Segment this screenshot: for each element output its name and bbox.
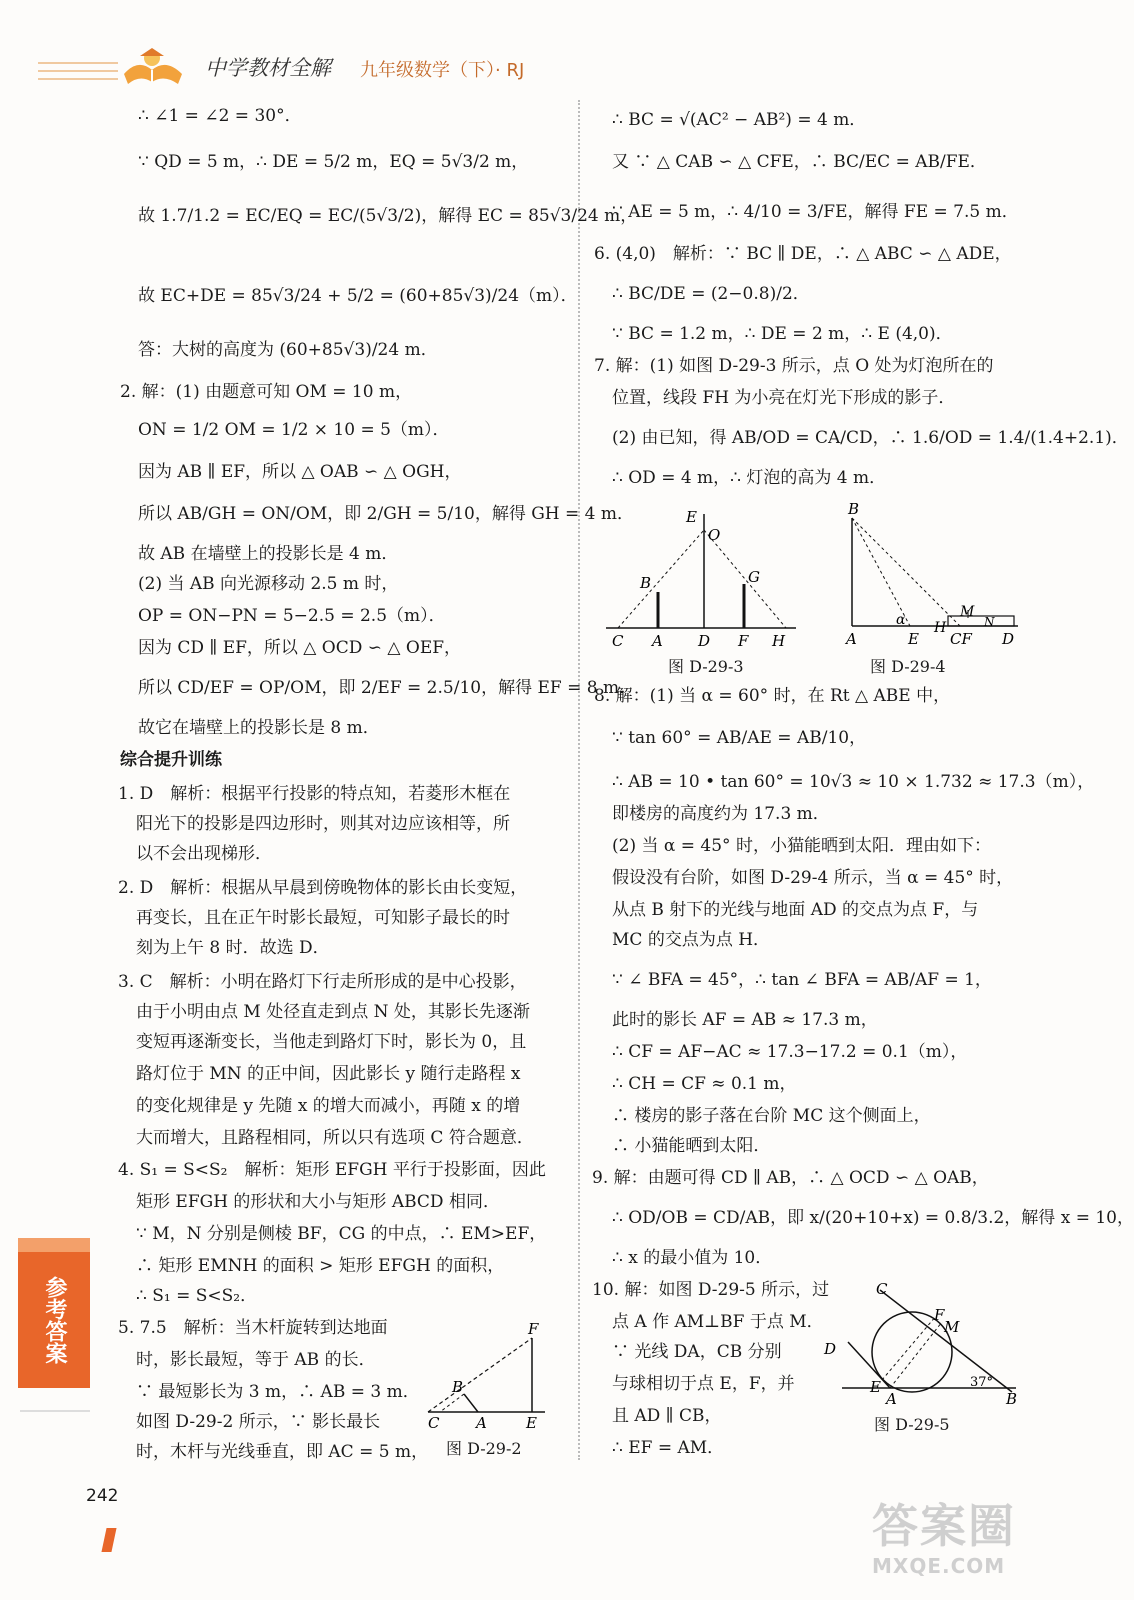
watermark-text: 答案圈	[872, 1499, 1016, 1553]
point-label: CF	[950, 630, 972, 648]
text-line: 假设没有台阶，如图 D-29-4 所示，当 α = 45° 时，	[612, 868, 1014, 888]
text-line: 路灯位于 MN 的正中间，因此影长 y 随行走路程 x	[136, 1064, 521, 1084]
text-line: 大而增大，且路程相同，所以只有选项 C 符合题意．	[136, 1128, 534, 1148]
book-subtitle: 九年级数学（下）· RJ	[360, 60, 525, 81]
text-line: 8. 解：(1) 当 α = 60° 时，在 Rt △ ABE 中，	[594, 686, 951, 706]
text-line: ∴ S₁ = S<S₂．	[136, 1286, 258, 1306]
point-label: B	[640, 574, 652, 592]
page-header	[0, 0, 1066, 100]
point-label: E	[908, 630, 919, 648]
text-line: 故 AB 在墙壁上的投影长是 4 m．	[138, 544, 399, 564]
text-line: 再变长，且在正午时影长最短，可知影子最长的时	[136, 908, 510, 928]
book-logo-icon	[118, 44, 188, 90]
text-line: 点 A 作 AM⊥BF 于点 M．	[612, 1312, 824, 1332]
point-label: D	[824, 1340, 837, 1358]
text-line: 6. (4,0) 解析：∵ BC ∥ DE，∴ △ ABC ∽ △ ADE，	[594, 244, 1012, 264]
text-line: 7. 解：(1) 如图 D-29-3 所示，点 O 处为灯泡所在的	[594, 356, 994, 376]
text-line: ∵ QD = 5 m，∴ DE = 5/2 m，EQ = 5√3/2 m，	[138, 152, 529, 172]
point-label: N	[984, 615, 995, 629]
bottom-rule	[20, 1410, 90, 1412]
angle-label: α	[896, 612, 906, 628]
point-label: F	[528, 1320, 539, 1338]
text-line: OP = ON−PN = 5−2.5 = 2.5（m）．	[138, 606, 446, 626]
point-label: C	[876, 1280, 888, 1298]
text-line: 且 AD ∥ CB，	[612, 1406, 722, 1426]
text-line: 又 ∵ △ CAB ∽ △ CFE，∴ BC/EC = AB/FE．	[612, 152, 987, 172]
side-tab-answers: 参考答案	[18, 1252, 90, 1388]
text-line: 所以 CD/EF = OP/OM，即 2/EF = 2.5/10，解得 EF = 8 m．	[138, 678, 637, 698]
text-line: 故它在墙壁上的投影长是 8 m．	[138, 718, 380, 738]
point-label: C	[612, 632, 624, 650]
text-line: 10. 解：如图 D-29-5 所示，过	[592, 1280, 830, 1300]
text-line: 1. D 解析：根据平行投影的特点知，若菱形木框在	[118, 784, 511, 804]
text-line: 即楼房的高度约为 17.3 m．	[612, 804, 830, 824]
watermark	[872, 1490, 1052, 1590]
text-line: 因为 CD ∥ EF，所以 △ OCD ∽ △ OEF，	[138, 638, 462, 658]
figure-caption: 图 D-29-4	[870, 657, 946, 676]
page-number: 242	[86, 1486, 119, 1506]
page-mark	[101, 1528, 116, 1552]
text-line: 9. 解：由题可得 CD ∥ AB，∴ △ OCD ∽ △ OAB，	[592, 1168, 989, 1188]
text-line: (2) 当 AB 向光源移动 2.5 m 时，	[138, 574, 399, 594]
text-line: ∵ tan 60° = AB/AE = AB/10，	[612, 728, 867, 748]
text-line: 2. 解：(1) 由题意可知 OM = 10 m，	[120, 382, 413, 402]
text-line: 所以 AB/GH = ON/OM，即 2/GH = 5/10，解得 GH = 4 m．	[138, 504, 635, 524]
text-line: ∵ 最短影长为 3 m，∴ AB = 3 m．	[136, 1382, 420, 1402]
text-line: ∴ 楼房的影子落在台阶 MC 这个侧面上，	[612, 1106, 931, 1126]
text-line: ∴ BC = √(AC² − AB²) = 4 m．	[612, 110, 867, 130]
text-line: ∴ AB = 10 • tan 60° = 10√3 ≈ 10 × 1.732 ≈ 17.3（m），	[612, 772, 1095, 792]
text-line: ON = 1/2 OM = 1/2 × 10 = 5（m）．	[138, 420, 450, 440]
point-label: B	[848, 500, 860, 518]
text-line: 的变化规律是 y 先随 x 的增大而减小，再随 x 的增	[136, 1096, 521, 1116]
text-line: 故 1.7/1.2 = EC/EQ = EC/(5√3/2)，解得 EC = 85√3/24 m，	[138, 206, 638, 226]
point-label: H	[934, 620, 947, 636]
text-line: ∴ EF = AM．	[612, 1438, 725, 1458]
text-line: ∴ OD/OB = CD/AB，即 x/(20+10+x) = 0.8/3.2，解得 x = 10，	[612, 1208, 1134, 1228]
point-label: D	[1002, 630, 1015, 648]
point-label: A	[652, 632, 663, 650]
text-line: (2) 由已知，得 AB/OD = CA/CD，∴ 1.6/OD = 1.4/(1.4+2.1)．	[612, 428, 1129, 448]
text-line: 变短再逐渐变长，当他走到路灯下时，影长为 0，且	[136, 1032, 527, 1052]
figure-d-29-5	[820, 1280, 1020, 1420]
point-label: B	[1006, 1390, 1018, 1408]
text-line: 故 EC+DE = 85√3/24 + 5/2 = (60+85√3)/24（m）．	[138, 286, 578, 306]
figure-d-29-2	[420, 1320, 550, 1430]
figure-caption: 图 D-29-2	[446, 1439, 522, 1458]
text-line: ∴ 小猫能晒到太阳．	[612, 1136, 771, 1156]
point-label: E	[870, 1378, 881, 1396]
text-line: 2. D 解析：根据从早晨到傍晚物体的影长由长变短，	[118, 878, 528, 898]
side-tab-accent	[18, 1238, 90, 1252]
text-line: 从点 B 射下的光线与地面 AD 的交点为点 F，与	[612, 900, 979, 920]
text-line: (2) 当 α = 45° 时，小猫能晒到太阳．理由如下：	[612, 836, 991, 856]
point-label: E	[686, 508, 697, 526]
text-line: ∵ ∠ BFA = 45°，∴ tan ∠ BFA = AB/AF = 1，	[612, 970, 992, 990]
figure-caption: 图 D-29-5	[874, 1415, 950, 1434]
text-line: ∵ 光线 DA，CB 分别	[612, 1342, 782, 1362]
text-line: ∵ M，N 分别是侧棱 BF，CG 的中点，∴ EM>EF，	[136, 1224, 547, 1244]
angle-label: 37°	[970, 1375, 994, 1390]
text-line: 3. C 解析：小明在路灯下行走所形成的是中心投影，	[118, 972, 527, 992]
text-line: 时，影长最短，等于 AB 的长．	[136, 1350, 376, 1370]
text-line: 如图 D-29-2 所示，∵ 影长最长	[136, 1412, 381, 1432]
text-line: ∵ BC = 1.2 m，∴ DE = 2 m，∴ E (4,0)．	[612, 324, 953, 344]
text-line: 因为 AB ∥ EF，所以 △ OAB ∽ △ OGH，	[138, 462, 462, 482]
text-line: ∴ 矩形 EMNH 的面积 > 矩形 EFGH 的面积，	[136, 1256, 505, 1276]
text-line: ∴ CH = CF ≈ 0.1 m，	[612, 1074, 797, 1094]
text-line: 阳光下的投影是四边形时，则其对边应该相等，所	[136, 814, 510, 834]
point-label: O	[708, 526, 721, 544]
figure-d-29-4	[838, 498, 1023, 658]
point-label: A	[476, 1414, 487, 1432]
text-line: 时，木杆与光线垂直，即 AC = 5 m，	[136, 1442, 429, 1462]
figure-d-29-3	[600, 500, 800, 660]
text-line: MC 的交点为点 H．	[612, 930, 771, 950]
text-line: 此时的影长 AF = AB ≈ 17.3 m，	[612, 1010, 878, 1030]
point-label: G	[748, 568, 760, 586]
text-line: 矩形 EFGH 的形状和大小与矩形 ABCD 相同．	[136, 1192, 500, 1212]
point-label: M	[960, 604, 975, 620]
text-line: 刻为上午 8 时．故选 D．	[136, 938, 330, 958]
text-line: ∴ OD = 4 m，∴ 灯泡的高为 4 m．	[612, 468, 887, 488]
point-label: B	[452, 1378, 464, 1396]
point-label: F	[934, 1306, 945, 1324]
text-line: ∴ x 的最小值为 10．	[612, 1248, 773, 1268]
text-line: ∴ BC/DE = (2−0.8)/2．	[612, 284, 810, 304]
text-line: ∴ ∠1 = ∠2 = 30°．	[138, 106, 302, 126]
text-line: ∵ AE = 5 m，∴ 4/10 = 3/FE，解得 FE = 7.5 m．	[612, 202, 1019, 222]
figure-caption: 图 D-29-3	[668, 657, 744, 676]
section-heading: 综合提升训练	[120, 750, 222, 770]
text-line: 位置，线段 FH 为小亮在灯光下形成的影子．	[612, 388, 956, 408]
column-divider	[578, 100, 580, 1460]
text-line: 5. 7.5 解析：当木杆旋转到达地面	[118, 1318, 388, 1338]
text-line: 以不会出现梯形．	[136, 844, 272, 864]
point-label: F	[738, 632, 749, 650]
point-label: A	[886, 1390, 897, 1408]
header-decoration-lines	[38, 62, 118, 86]
watermark-url: MXQE.COM	[872, 1554, 1006, 1578]
text-line: 由于小明由点 M 处径直走到点 N 处，其影长先逐渐	[136, 1002, 530, 1022]
point-label: M	[944, 1318, 960, 1336]
point-label: A	[846, 630, 857, 648]
book-title: 中学教材全解	[205, 56, 331, 80]
text-line: 答：大树的高度为 (60+85√3)/24 m．	[138, 340, 438, 360]
text-line: ∴ CF = AF−AC ≈ 17.3−17.2 = 0.1（m），	[612, 1042, 968, 1062]
point-label: C	[428, 1414, 440, 1432]
point-label: H	[772, 632, 786, 650]
text-line: 与球相切于点 E，F，并	[612, 1374, 795, 1394]
point-label: D	[698, 632, 711, 650]
point-label: E	[526, 1414, 537, 1432]
text-line: 4. S₁ = S<S₂ 解析：矩形 EFGH 平行于投影面，因此	[118, 1160, 546, 1180]
